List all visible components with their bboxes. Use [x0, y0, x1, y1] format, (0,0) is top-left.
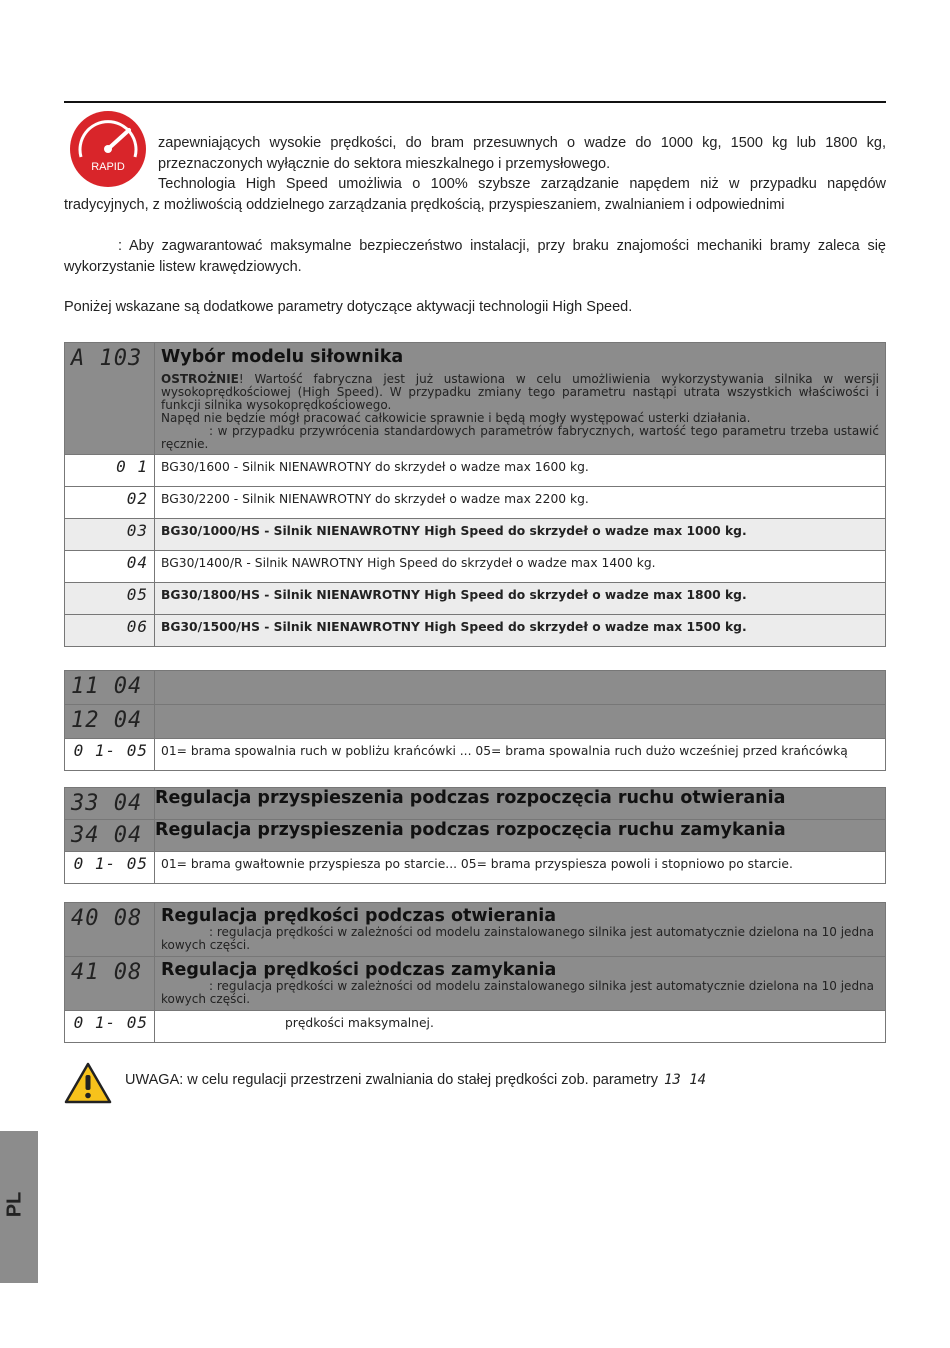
param-header-empty — [155, 671, 886, 705]
intro-line1: zapewniających wysokie prędkości, do bram przesuwnych o wadze do 1000 kg, 1500 kg lub 1800 kg, przeznaczonych wyłącznie do sektora mieszkalnego i przemysłowego. — [158, 135, 886, 172]
option-code: 03 — [65, 519, 155, 551]
param-table-acceleration — [64, 787, 886, 884]
option-code: 04 — [65, 551, 155, 583]
safety-note — [64, 236, 886, 277]
param-sub-text: : regulacja prędkości w zależności od modelu zainstalowanego silnika jest automatycznie dzielona na 10 jedna kowych części. — [161, 979, 875, 1006]
param-title: Wybór modelu siłownika — [161, 347, 404, 367]
option-text: BG30/1600 - Silnik NIENAWROTNY do skrzydeł o wadze max 1600 kg. — [155, 455, 886, 487]
param-code: 41 08 — [65, 957, 155, 1011]
range-code: 0 1- 05 — [65, 1011, 155, 1043]
param-sub — [155, 980, 885, 1010]
warn-text: ! Wartość fabryczna jest już ustawiona w celu umożliwienia wykorzystywania silnika w wersji wysokoprędkościowej (High Speed). W przypadku zmiany tego parametru nastąpi utrata wszystkich właściwości i funkcji silnika wysokoprędkościowego. — [161, 372, 879, 412]
range-text: prędkości maksymalnej. — [155, 1011, 886, 1043]
language-tab — [0, 1131, 38, 1283]
option-text: BG30/1800/HS - Silnik NIENAWROTNY High Speed do skrzydeł o wadze max 1800 kg. — [155, 583, 886, 615]
param-code: 33 04 — [65, 788, 155, 820]
param-header — [155, 343, 886, 455]
param-title: Regulacja przyspieszenia podczas rozpoczęcia ruchu zamykania — [155, 820, 886, 852]
range-text: 01= brama gwałtownie przyspiesza po starcie... 05= brama przyspiesza powoli i stopniowo po starcie. — [155, 852, 886, 884]
param-code: 34 04 — [65, 820, 155, 852]
option-code: 02 — [65, 487, 155, 519]
safety-note-text: : Aby zagwarantować maksymalne bezpieczeństwo instalacji, przy braku znajomości mechaniki bramy zaleca się wykorzystanie listew krawędziowych. — [64, 238, 886, 275]
param-table-slowdown — [64, 670, 886, 771]
param-header-empty — [155, 705, 886, 739]
param-sub-text: : regulacja prędkości w zależności od modelu zainstalowanego silnika jest automatycznie dzielona na 10 jedna kowych części. — [161, 925, 875, 952]
param-title: Regulacja przyspieszenia podczas rozpoczęcia ruchu otwierania — [155, 788, 886, 820]
param-code: 11 04 — [65, 671, 155, 705]
rapid-logo-text: RAPID — [91, 161, 125, 173]
option-text: BG30/2200 - Silnik NIENAWROTNY do skrzydeł o wadze max 2200 kg. — [155, 487, 886, 519]
range-text: 01= brama spowalnia ruch w pobliżu krańcówki ... 05= brama spowalnia ruch dużo wcześniej przed krańcówką — [155, 739, 886, 771]
range-code: 0 1- 05 — [65, 739, 155, 771]
param-code: 40 08 — [65, 903, 155, 957]
desc-line3: : w przypadku przywrócenia standardowych parametrów fabrycznych, wartość tego parametru trzeba ustawić ręcznie. — [161, 424, 879, 451]
option-text: BG30/1000/HS - Silnik NIENAWROTNY High Speed do skrzydeł o wadze max 1000 kg. — [155, 519, 886, 551]
option-text: BG30/1500/HS - Silnik NIENAWROTNY High Speed do skrzydeł o wadze max 1500 kg. — [155, 615, 886, 647]
warning-text — [125, 1072, 706, 1088]
language-tab-label: PL — [3, 1191, 26, 1218]
intro-line2: Technologia High Speed umożliwia o 100% szybsze zarządzanie napędem niż w przypadku napędów tradycyjnych, z możliwością oddzielnego zarządzania prędkością, przyspieszaniem, zwalnianiem i odpowiednimi — [64, 176, 886, 213]
param-header — [155, 957, 886, 1011]
param-table-a103 — [64, 342, 886, 647]
warning-text-body: UWAGA: w celu regulacji przestrzeni zwalniania do stałej prędkości zob. parametry — [125, 1072, 658, 1088]
param-header — [155, 903, 886, 957]
option-code: 06 — [65, 615, 155, 647]
option-code: 0 1 — [65, 455, 155, 487]
warn-bold: OSTROŻNIE — [161, 372, 239, 386]
param-table-speed — [64, 902, 886, 1043]
option-text: BG30/1400/R - Silnik NAWROTNY High Speed do skrzydeł o wadze max 1400 kg. — [155, 551, 886, 583]
range-code: 0 1- 05 — [65, 852, 155, 884]
intro-paragraph — [64, 133, 886, 215]
warning-icon — [64, 1062, 112, 1104]
top-rule — [64, 101, 886, 103]
param-sub — [155, 926, 885, 956]
param-title: Regulacja prędkości podczas zamykania — [161, 960, 557, 980]
warning-params: 13 14 — [663, 1072, 707, 1088]
param-description — [155, 367, 885, 454]
below-text: Poniżej wskazane są dodatkowe parametry dotyczące aktywacji technologii High Speed. — [64, 299, 633, 315]
param-code: A 103 — [65, 343, 155, 455]
option-code: 05 — [65, 583, 155, 615]
param-code: 12 04 — [65, 705, 155, 739]
desc-line2: Napęd nie będzie mógł pracować całkowicie sprawnie i będą mogły występować usterki działania. — [161, 411, 751, 425]
param-title: Regulacja prędkości podczas otwierania — [161, 906, 557, 926]
